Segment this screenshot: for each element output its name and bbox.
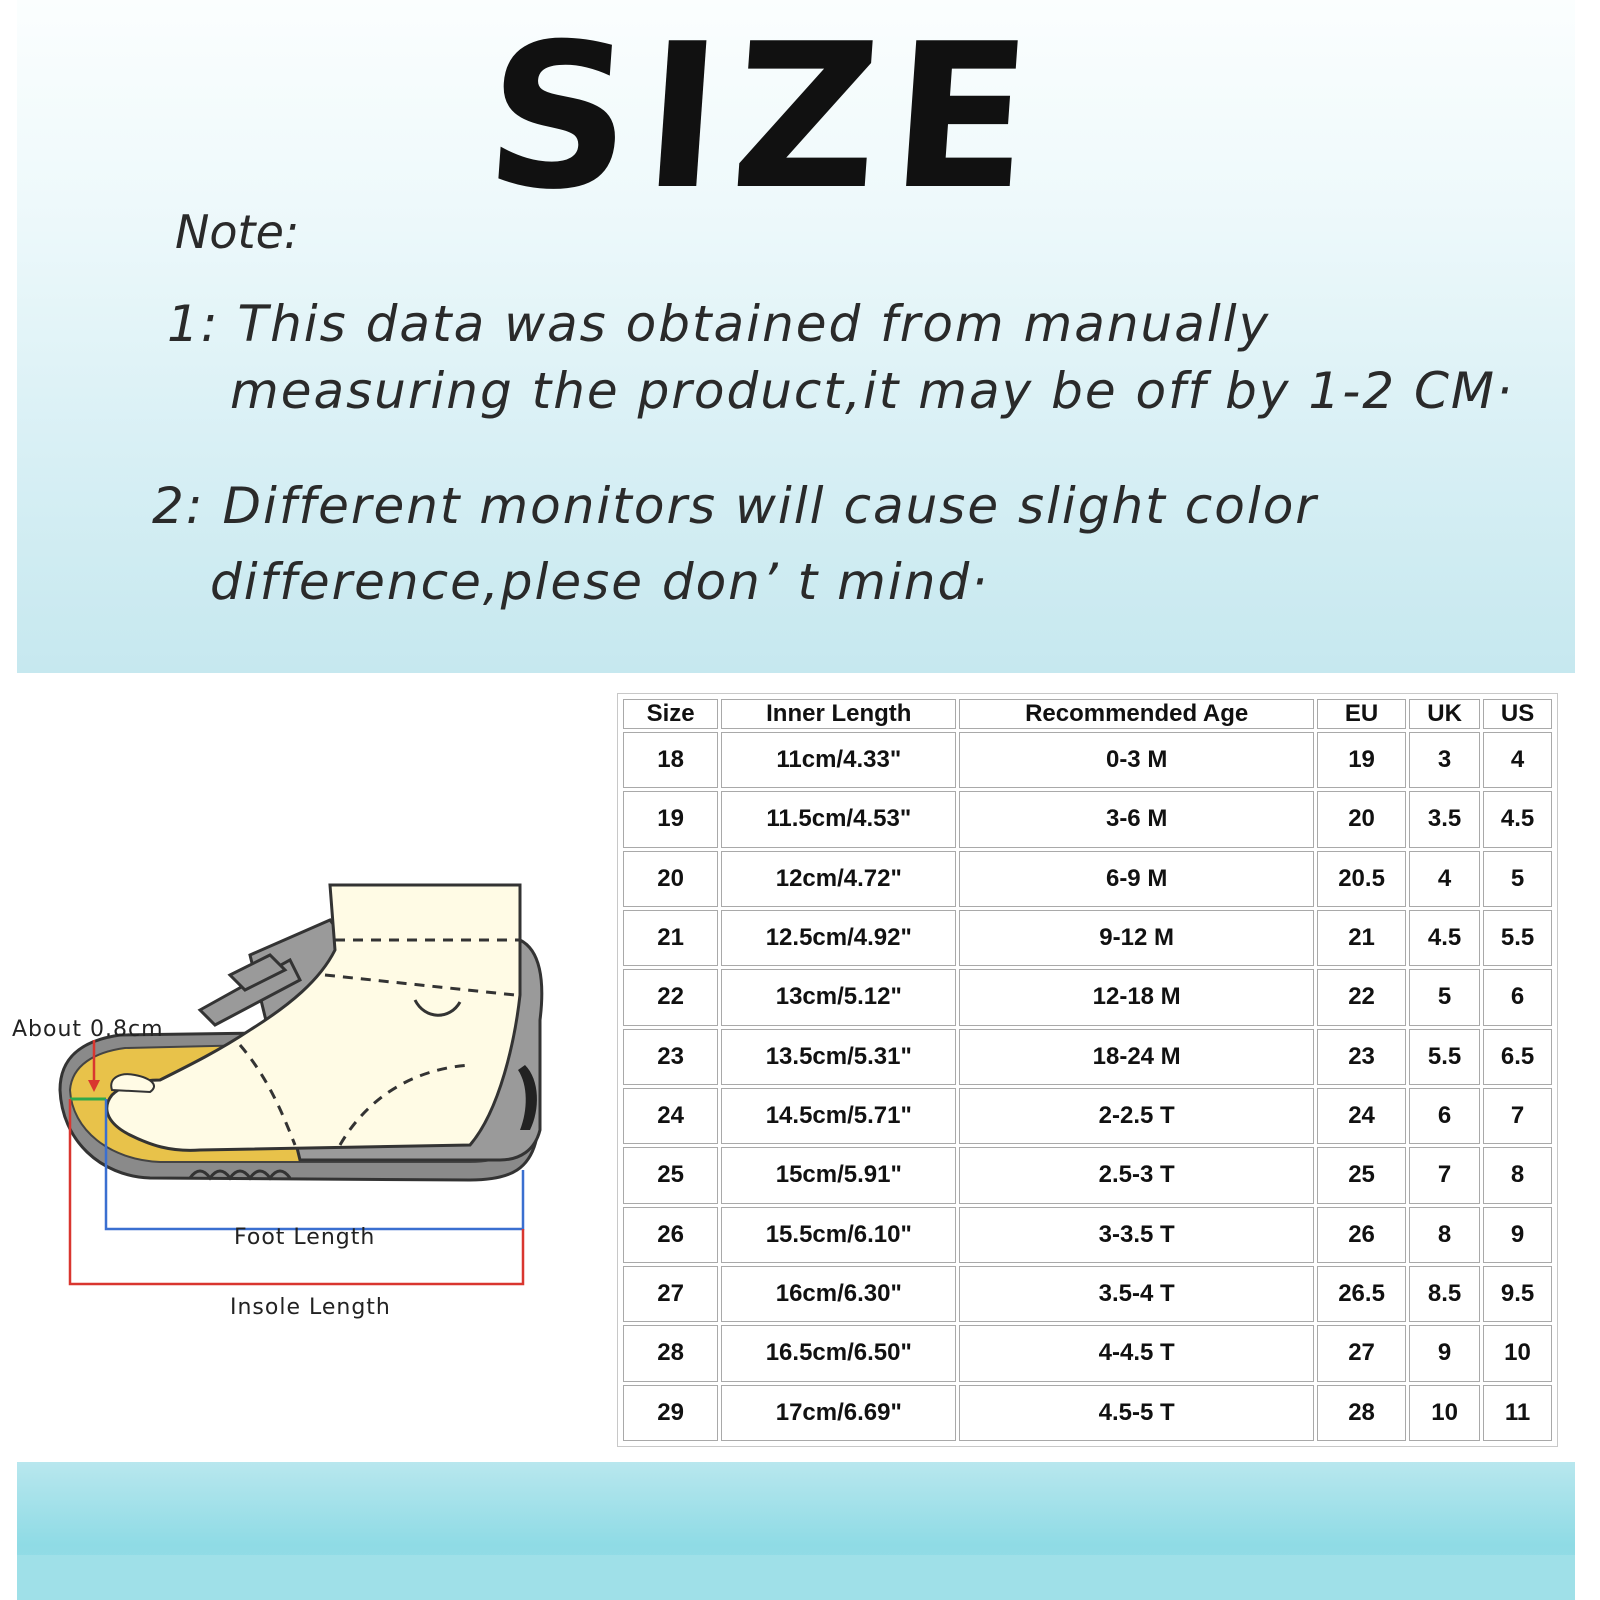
table-cell: 15.5cm/6.10" — [721, 1207, 956, 1263]
table-cell: 13cm/5.12" — [721, 969, 956, 1025]
table-cell: 18-24 M — [959, 1029, 1314, 1085]
table-cell: 27 — [623, 1266, 718, 1322]
table-cell: 5.5 — [1409, 1029, 1480, 1085]
table-cell: 18 — [623, 732, 718, 788]
table-cell: 14.5cm/5.71" — [721, 1088, 956, 1144]
table-cell: 7 — [1483, 1088, 1552, 1144]
table-cell: 3-6 M — [959, 791, 1314, 847]
table-row — [623, 851, 1552, 907]
table-cell: 10 — [1483, 1325, 1552, 1381]
foot-length-label: Foot Length — [234, 1225, 376, 1250]
table-cell: 9 — [1409, 1325, 1480, 1381]
table-cell: 17cm/6.69" — [721, 1385, 956, 1441]
table-cell: 11cm/4.33" — [721, 732, 956, 788]
table-cell: 9-12 M — [959, 910, 1314, 966]
table-cell: 21 — [1317, 910, 1406, 966]
table-cell: 6 — [1409, 1088, 1480, 1144]
table-cell: 6-9 M — [959, 851, 1314, 907]
table-cell: 19 — [623, 791, 718, 847]
table-cell: 22 — [623, 969, 718, 1025]
table-cell: 4.5-5 T — [959, 1385, 1314, 1441]
table-cell: 5.5 — [1483, 910, 1552, 966]
table-row — [623, 1385, 1552, 1441]
size-table-frame — [617, 693, 1558, 1447]
page-title: SIZE — [478, 1, 1052, 234]
table-cell: 4.5 — [1483, 791, 1552, 847]
table-cell: 16cm/6.30" — [721, 1266, 956, 1322]
table-row — [623, 1266, 1552, 1322]
table-cell: 3-3.5 T — [959, 1207, 1314, 1263]
table-row — [623, 910, 1552, 966]
table-cell: 20 — [1317, 791, 1406, 847]
table-cell: 23 — [1317, 1029, 1406, 1085]
table-cell: 27 — [1317, 1325, 1406, 1381]
header-eu: EU — [1317, 699, 1406, 729]
note-2-line-1: 2: Different monitors will cause slight color — [152, 477, 1318, 535]
table-cell: 8.5 — [1409, 1266, 1480, 1322]
table-cell: 12.5cm/4.92" — [721, 910, 956, 966]
note-label: Note: — [175, 205, 300, 259]
table-cell: 25 — [1317, 1147, 1406, 1203]
table-row — [623, 969, 1552, 1025]
table-cell: 6 — [1483, 969, 1552, 1025]
note-2-line-2: difference,plese don’ t mind· — [210, 553, 990, 611]
table-cell: 4 — [1409, 851, 1480, 907]
table-cell: 8 — [1409, 1207, 1480, 1263]
table-cell: 12cm/4.72" — [721, 851, 956, 907]
table-cell: 23 — [623, 1029, 718, 1085]
header-inner-length: Inner Length — [721, 699, 956, 729]
table-cell: 20 — [623, 851, 718, 907]
table-cell: 3.5 — [1409, 791, 1480, 847]
header-size: Size — [623, 699, 718, 729]
table-cell: 3 — [1409, 732, 1480, 788]
table-header-row — [623, 699, 1552, 729]
table-cell: 20.5 — [1317, 851, 1406, 907]
table-row — [623, 732, 1552, 788]
toe-gap-label: About 0.8cm — [12, 1017, 164, 1042]
table-cell: 11 — [1483, 1385, 1552, 1441]
table-row — [623, 1147, 1552, 1203]
header-us: US — [1483, 699, 1552, 729]
table-row — [623, 791, 1552, 847]
note-1-line-1: 1: This data was obtained from manually — [167, 295, 1271, 353]
table-cell: 26 — [1317, 1207, 1406, 1263]
table-row — [623, 1325, 1552, 1381]
table-cell: 13.5cm/5.31" — [721, 1029, 956, 1085]
table-cell: 9.5 — [1483, 1266, 1552, 1322]
table-cell: 2.5-3 T — [959, 1147, 1314, 1203]
table-cell: 4.5 — [1409, 910, 1480, 966]
table-cell: 22 — [1317, 969, 1406, 1025]
table-cell: 25 — [623, 1147, 718, 1203]
table-cell: 11.5cm/4.53" — [721, 791, 956, 847]
table-row — [623, 1088, 1552, 1144]
table-cell: 12-18 M — [959, 969, 1314, 1025]
size-table — [620, 696, 1555, 1444]
table-cell: 0-3 M — [959, 732, 1314, 788]
table-body — [623, 732, 1552, 1441]
table-cell: 24 — [1317, 1088, 1406, 1144]
note-1-line-2: measuring the product,it may be off by 1-2 CM· — [230, 362, 1514, 420]
table-cell: 5 — [1409, 969, 1480, 1025]
table-row — [623, 1207, 1552, 1263]
table-cell: 28 — [1317, 1385, 1406, 1441]
shoe-diagram — [0, 880, 560, 1340]
header-recommended-age: Recommended Age — [959, 699, 1314, 729]
table-cell: 3.5-4 T — [959, 1266, 1314, 1322]
table-cell: 29 — [623, 1385, 718, 1441]
table-cell: 28 — [623, 1325, 718, 1381]
table-cell: 6.5 — [1483, 1029, 1552, 1085]
insole-length-label: Insole Length — [230, 1295, 391, 1320]
table-cell: 7 — [1409, 1147, 1480, 1203]
shoe-illustration — [0, 880, 560, 1340]
table-cell: 19 — [1317, 732, 1406, 788]
table-cell: 9 — [1483, 1207, 1552, 1263]
table-cell: 8 — [1483, 1147, 1552, 1203]
bottom-band-stripe — [17, 1555, 1575, 1600]
table-cell: 15cm/5.91" — [721, 1147, 956, 1203]
table-cell: 4 — [1483, 732, 1552, 788]
table-cell: 2-2.5 T — [959, 1088, 1314, 1144]
header-uk: UK — [1409, 699, 1480, 729]
table-cell: 26 — [623, 1207, 718, 1263]
table-cell: 5 — [1483, 851, 1552, 907]
table-cell: 4-4.5 T — [959, 1325, 1314, 1381]
table-cell: 10 — [1409, 1385, 1480, 1441]
table-cell: 21 — [623, 910, 718, 966]
foot-shape — [107, 885, 520, 1150]
table-cell: 26.5 — [1317, 1266, 1406, 1322]
table-row — [623, 1029, 1552, 1085]
table-cell: 16.5cm/6.50" — [721, 1325, 956, 1381]
header-panel — [17, 0, 1575, 673]
table-cell: 24 — [623, 1088, 718, 1144]
